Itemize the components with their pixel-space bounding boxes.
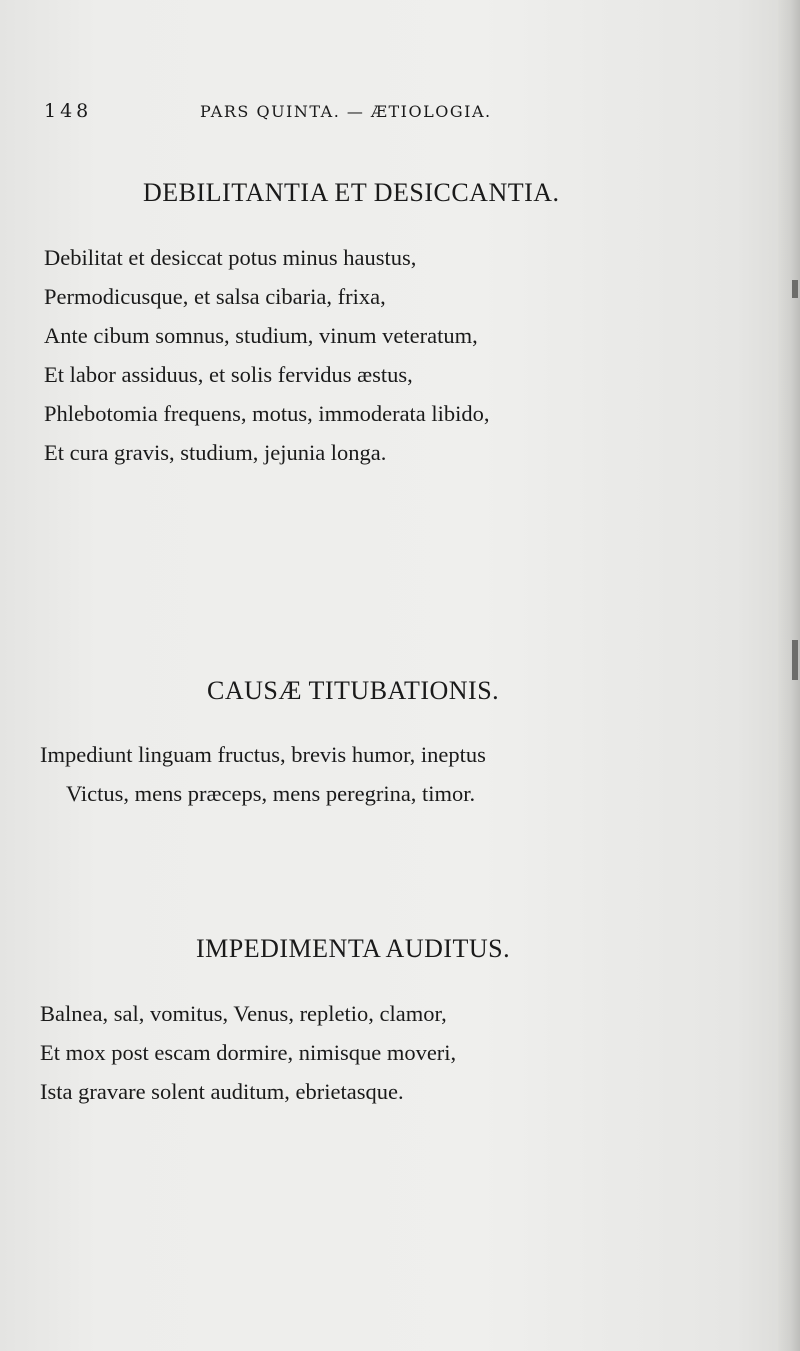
- verse-line: Permodicusque, et salsa cibaria, frixa,: [44, 284, 386, 309]
- section-heading-debilitantia: DEBILITANTIA ET DESICCANTIA.: [143, 178, 560, 207]
- verse-block-causae: [40, 735, 486, 813]
- verse-block-impedimenta: [40, 994, 456, 1111]
- verse-line: Ista gravare solent auditum, ebrietasque.: [40, 1079, 404, 1104]
- running-head: PARS QUINTA. — ÆTIOLOGIA.: [200, 102, 492, 121]
- edge-mark: [792, 640, 798, 680]
- edge-mark: [792, 280, 798, 298]
- page-number: 148: [44, 100, 93, 122]
- verse-line-indented: Victus, mens præceps, mens peregrina, timor.: [66, 781, 476, 806]
- section-heading-impedimenta: IMPEDIMENTA AUDITUS.: [196, 934, 511, 963]
- page-header: [44, 98, 564, 128]
- verse-line: Debilitat et desiccat potus minus haustus,: [44, 245, 417, 270]
- verse-line: Et labor assiduus, et solis fervidus æstus,: [44, 362, 413, 387]
- verse-line: Et cura gravis, studium, jejunia longa.: [44, 440, 387, 465]
- page-edge: [778, 0, 800, 1351]
- verse-line: Ante cibum somnus, studium, vinum veteratum,: [44, 323, 478, 348]
- verse-block-debilitantia: [44, 238, 490, 472]
- verse-line: Balnea, sal, vomitus, Venus, repletio, clamor,: [40, 1001, 447, 1026]
- verse-line: Impediunt linguam fructus, brevis humor, ineptus: [40, 742, 486, 767]
- section-heading-causae: CAUSÆ TITUBATIONIS.: [207, 676, 500, 705]
- verse-line: Phlebotomia frequens, motus, immoderata libido,: [44, 401, 490, 426]
- verse-line: Et mox post escam dormire, nimisque moveri,: [40, 1040, 457, 1065]
